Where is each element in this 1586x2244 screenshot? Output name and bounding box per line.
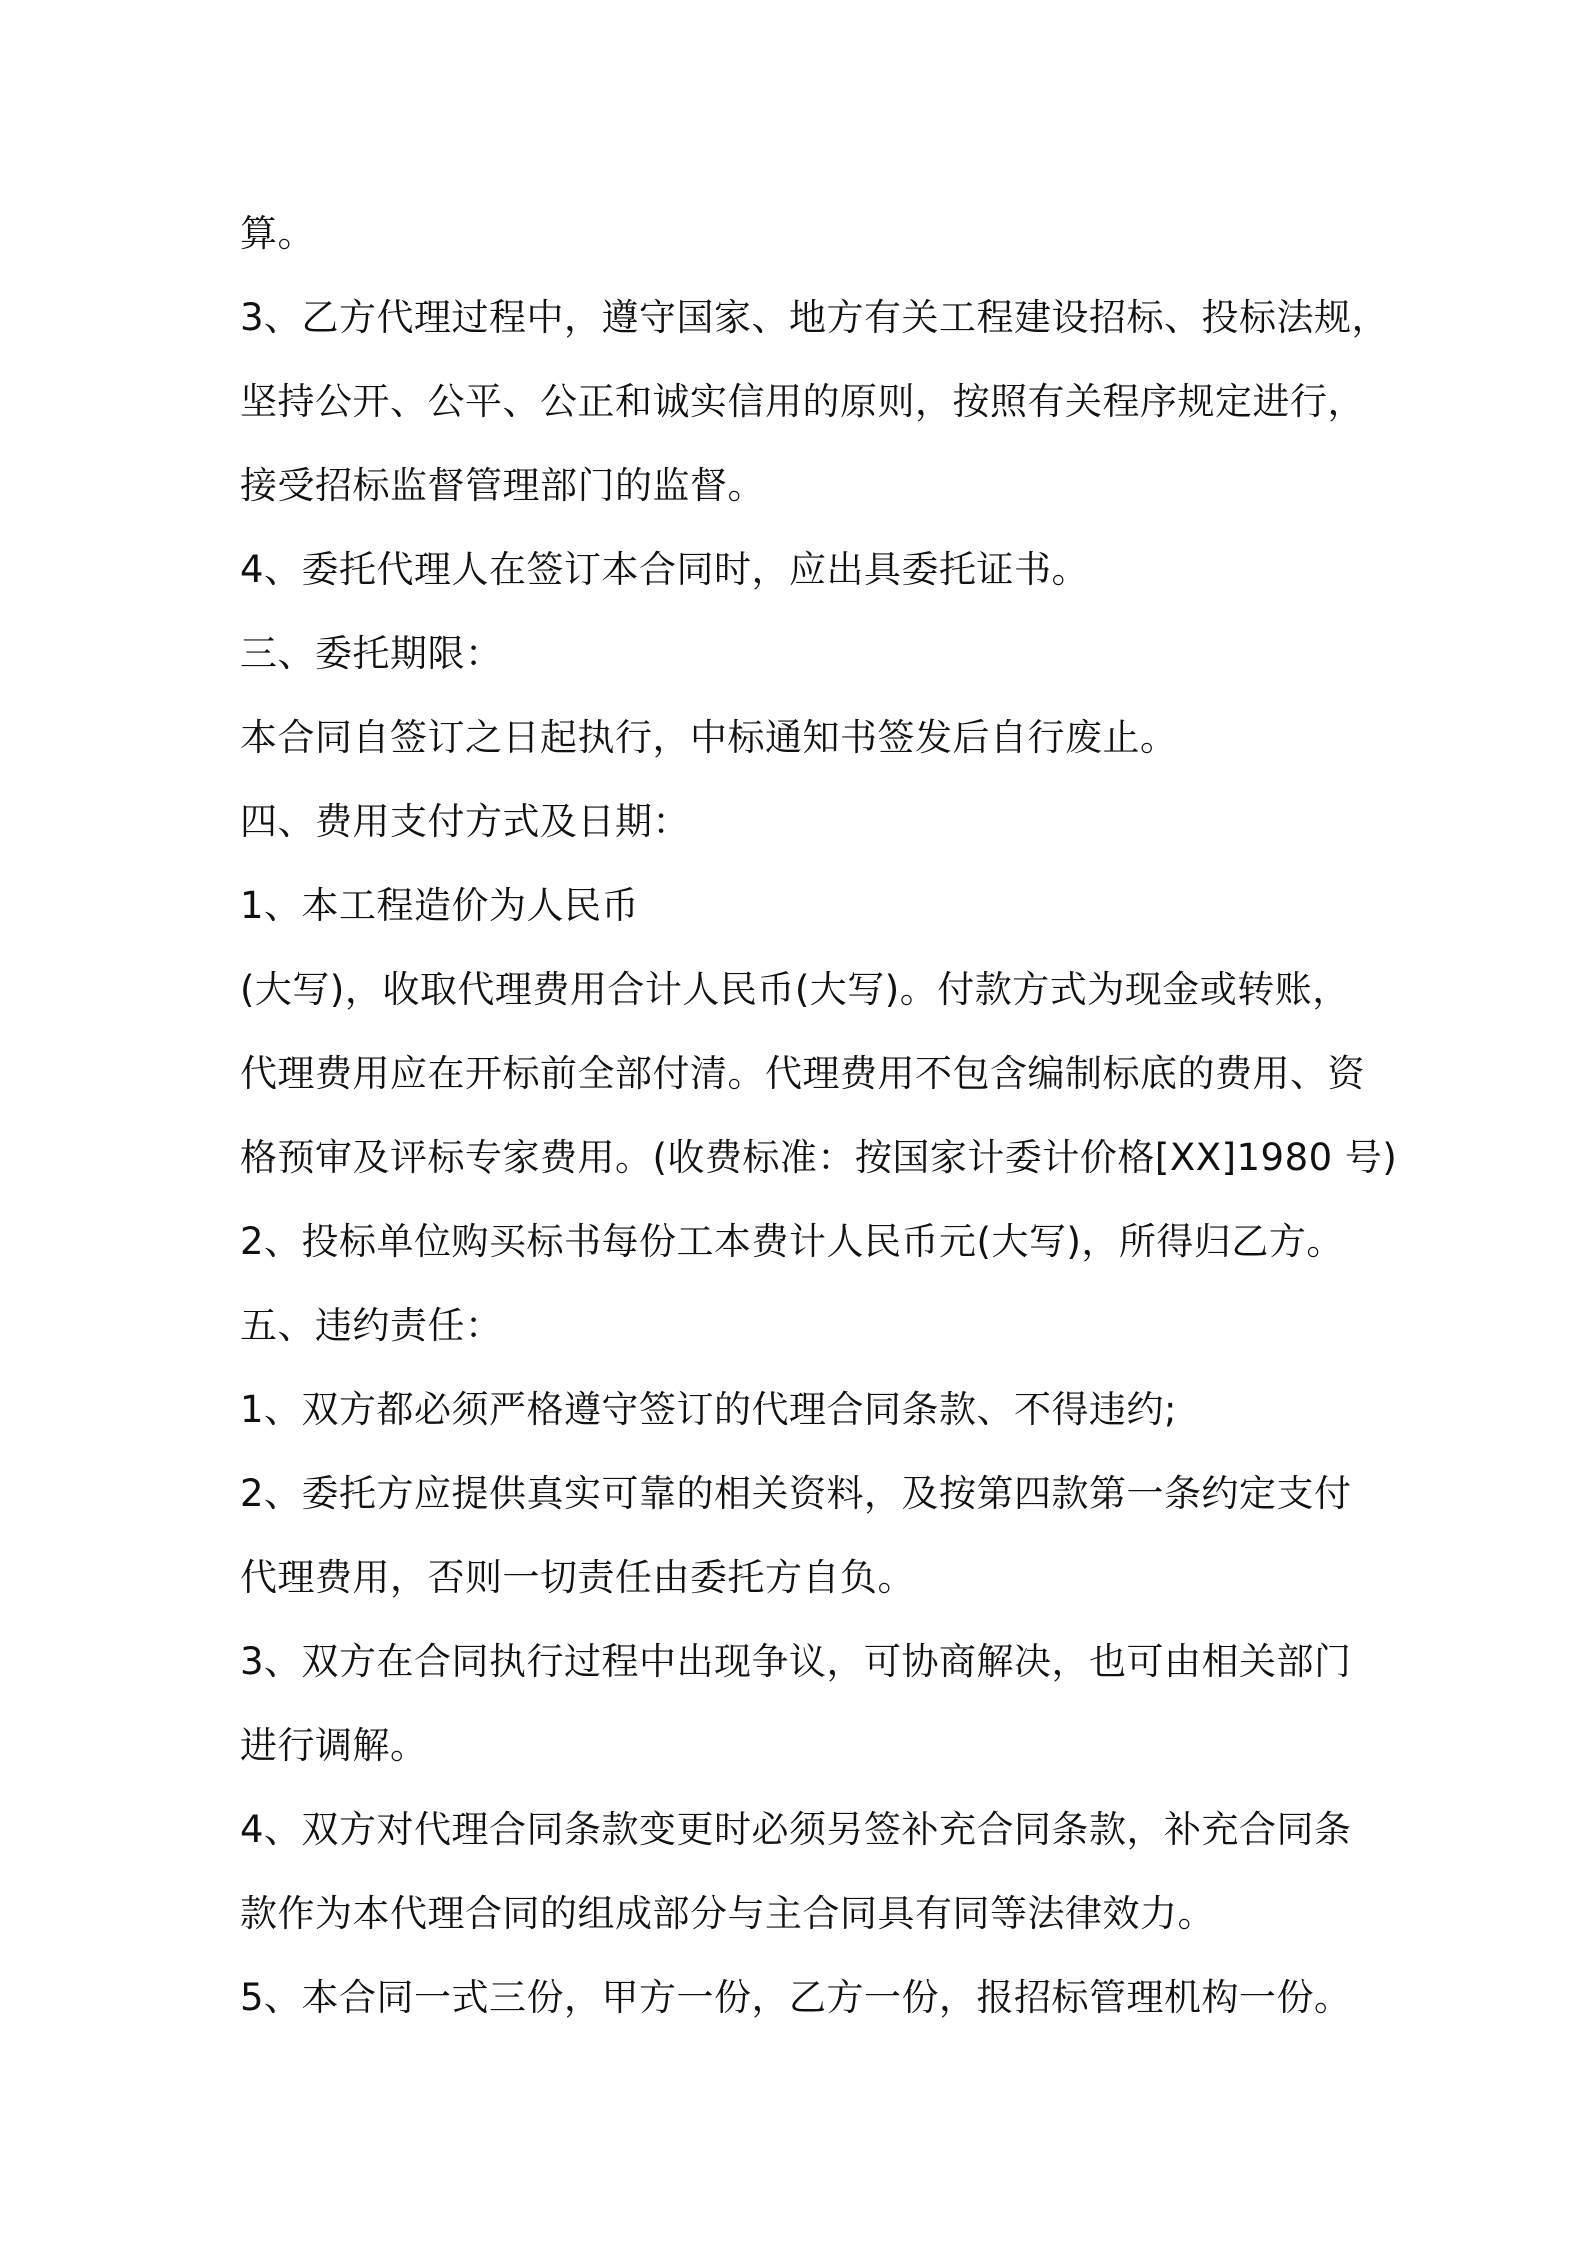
text-line: 4、双方对代理合同条款变更时必须另签补充合同条款，补充合同条	[240, 1808, 1352, 1851]
section-heading: 五、违约责任：	[240, 1304, 503, 1347]
text-line: 算。	[240, 212, 315, 255]
text-line: 1、双方都必须严格遵守签订的代理合同条款、不得违约;	[240, 1388, 1178, 1431]
text-line: 本合同自签订之日起执行，中标通知书签发后自行废止。	[240, 716, 1178, 759]
text-line: 代理费用，否则一切责任由委托方自负。	[240, 1556, 915, 1599]
text-line: 款作为本代理合同的组成部分与主合同具有同等法律效力。	[240, 1892, 1215, 1935]
text-line: (大写)，收取代理费用合计人民币(大写)。付款方式为现金或转账，	[240, 968, 1350, 1011]
document-body	[240, 192, 1398, 2040]
text-line: 坚持公开、公平、公正和诚实信用的原则，按照有关程序规定进行，	[240, 380, 1365, 423]
text-line: 接受招标监督管理部门的监督。	[240, 464, 765, 507]
text-line: 2、投标单位购买标书每份工本费计人民币元(大写)，所得归乙方。	[240, 1220, 1344, 1263]
text-line: 进行调解。	[240, 1724, 428, 1767]
text-line: 代理费用应在开标前全部付清。代理费用不包含编制标底的费用、资	[240, 1052, 1365, 1095]
text-line: 格预审及评标专家费用。(收费标准：按国家计委计价格[XX]1980 号)	[240, 1136, 1398, 1179]
text-line: 3、乙方代理过程中，遵守国家、地方有关工程建设招标、投标法规，	[240, 296, 1390, 339]
section-heading: 四、费用支付方式及日期：	[240, 800, 690, 843]
text-line: 2、委托方应提供真实可靠的相关资料，及按第四款第一条约定支付	[240, 1472, 1352, 1515]
text-line: 1、本工程造价为人民币	[240, 884, 640, 927]
text-line: 4、委托代理人在签订本合同时，应出具委托证书。	[240, 548, 1090, 591]
text-line: 3、双方在合同执行过程中出现争议，可协商解决，也可由相关部门	[240, 1640, 1352, 1683]
section-heading: 三、委托期限：	[240, 632, 503, 675]
text-line: 5、本合同一式三份，甲方一份，乙方一份，报招标管理机构一份。	[240, 1976, 1352, 2019]
